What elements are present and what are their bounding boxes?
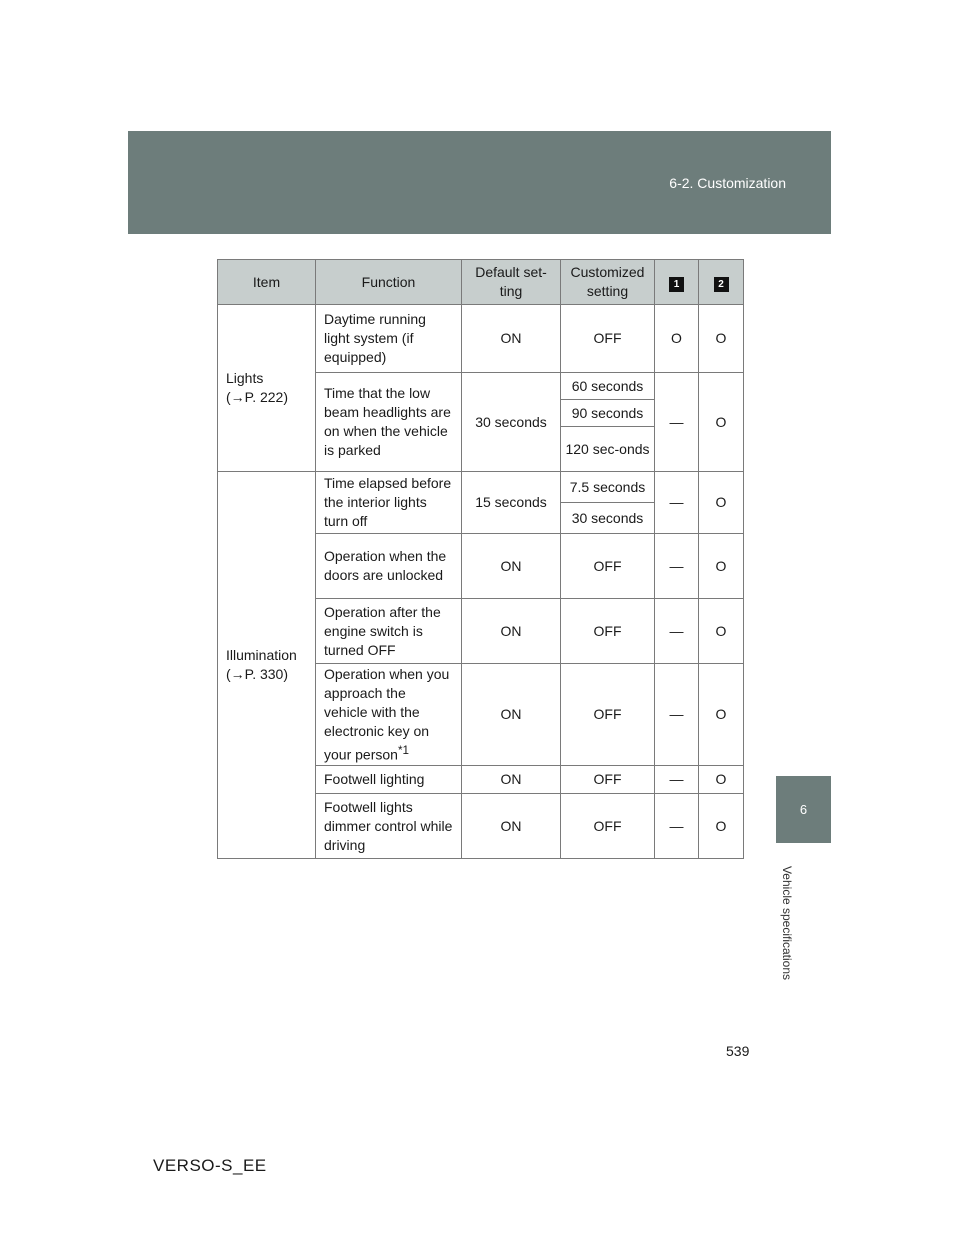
function-cell: Operation when the doors are unlocked (316, 534, 462, 599)
custom-cell: 7.5 seconds (561, 472, 655, 503)
table-row (218, 305, 744, 373)
default-cell: ON (462, 534, 561, 599)
custom-cell: OFF (561, 766, 655, 794)
col1-cell: O (655, 305, 699, 373)
page-number: 539 (726, 1043, 750, 1059)
chapter-tab (776, 776, 831, 843)
item-lights (218, 305, 316, 472)
custom-cell: OFF (561, 664, 655, 766)
col1-cell: — (655, 373, 699, 472)
custom-cell: 30 seconds (561, 503, 655, 534)
custom-cell: OFF (561, 305, 655, 373)
custom-cell: 60 seconds (561, 373, 655, 400)
document-code: VERSO-S_EE (153, 1156, 267, 1175)
number-2-icon: 2 (714, 277, 729, 292)
custom-cell: 90 seconds (561, 400, 655, 427)
header-default-setting: Default set-ting (462, 260, 561, 305)
col1-cell: — (655, 534, 699, 599)
item-lights-ref: (→P. 222) (226, 389, 288, 405)
function-cell: Daytime running light system (if equipped) (316, 305, 462, 373)
default-cell: 15 seconds (462, 472, 561, 534)
header-band (128, 131, 831, 234)
function-cell: Operation after the engine switch is turned OFF (316, 599, 462, 664)
col2-cell: O (699, 766, 744, 794)
col1-cell: — (655, 766, 699, 794)
chapter-side-label (757, 853, 817, 993)
customization-table (217, 259, 744, 859)
item-illumination (218, 472, 316, 859)
item-illumination-label: Illumination (226, 647, 297, 663)
default-cell: ON (462, 664, 561, 766)
col1-cell: — (655, 794, 699, 859)
default-cell: ON (462, 599, 561, 664)
chapter-title: Vehicle specifications (780, 865, 795, 981)
custom-cell: OFF (561, 534, 655, 599)
col1-cell: — (655, 664, 699, 766)
function-cell (316, 664, 462, 766)
default-cell: 30 seconds (462, 373, 561, 472)
col2-cell: O (699, 599, 744, 664)
col2-cell: O (699, 794, 744, 859)
number-1-icon: 1 (669, 277, 684, 292)
item-lights-label: Lights (226, 370, 264, 386)
chapter-number: 6 (799, 802, 808, 817)
custom-cell: OFF (561, 794, 655, 859)
col2-cell: O (699, 305, 744, 373)
function-cell: Footwell lights dimmer control while driving (316, 794, 462, 859)
section-title: 6-2. Customization (669, 175, 786, 191)
col2-cell: O (699, 534, 744, 599)
table-header-row (218, 260, 744, 305)
header-col-1 (655, 260, 699, 305)
function-cell: Time that the low beam headlights are on when the vehicle is parked (316, 373, 462, 472)
custom-cell: 120 sec-onds (561, 427, 655, 472)
table-row (218, 472, 744, 503)
header-customized-setting: Customized setting (561, 260, 655, 305)
function-cell: Footwell lighting (316, 766, 462, 794)
col2-cell: O (699, 373, 744, 472)
col2-cell: O (699, 664, 744, 766)
custom-cell: OFF (561, 599, 655, 664)
col1-cell: — (655, 599, 699, 664)
header-item: Item (218, 260, 316, 305)
footnote-marker: *1 (397, 743, 409, 757)
col1-cell: — (655, 472, 699, 534)
default-cell: ON (462, 305, 561, 373)
function-cell: Time elapsed before the interior lights turn off (316, 472, 462, 534)
col2-cell: O (699, 472, 744, 534)
header-function: Function (316, 260, 462, 305)
header-col-2 (699, 260, 744, 305)
default-cell: ON (462, 766, 561, 794)
item-illumination-ref: (→P. 330) (226, 666, 288, 682)
function-text: Operation when you approach the vehicle with the electronic key on your person (324, 665, 450, 763)
default-cell: ON (462, 794, 561, 859)
